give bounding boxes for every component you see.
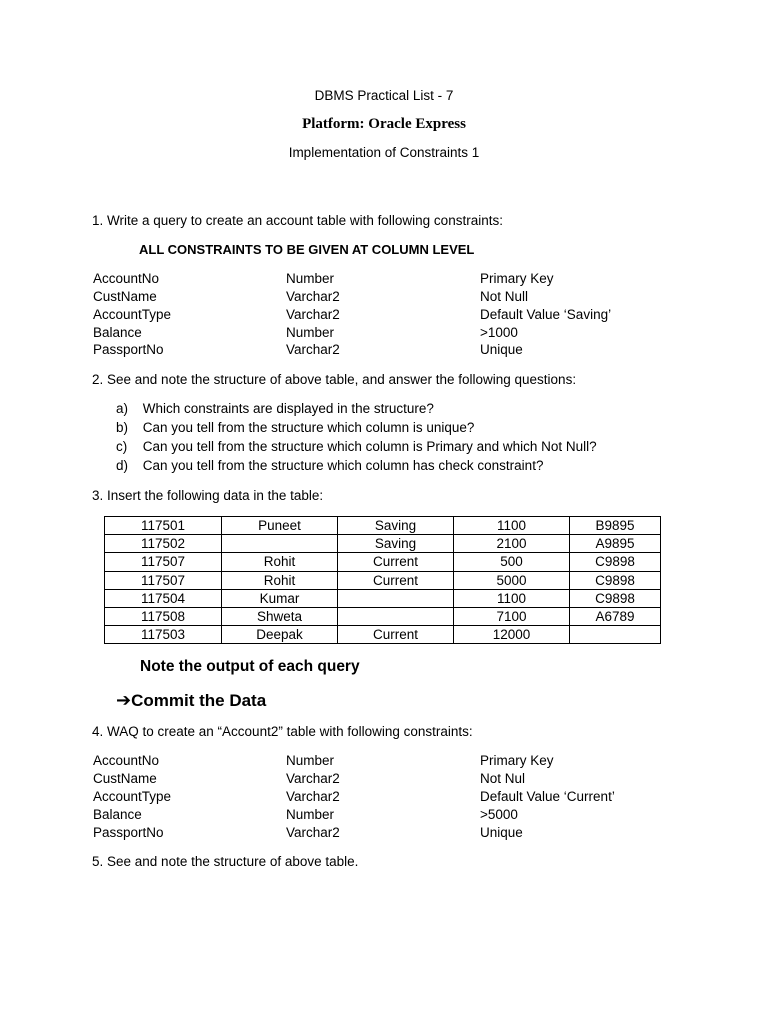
q4-field-name: AccountType: [93, 789, 172, 804]
q2-item-label: d): [116, 458, 129, 473]
table-row: [105, 553, 661, 571]
q1-field-constraint: Not Null: [480, 289, 529, 304]
table-cell: 117507: [105, 553, 222, 571]
table-cell: 7100: [454, 607, 570, 625]
question-5-text: 5. See and note the structure of above table.: [92, 854, 359, 869]
q2-item-label: b): [116, 420, 129, 435]
table-row: [105, 607, 661, 625]
q4-field-constraint: Primary Key: [480, 753, 554, 768]
table-cell: 117504: [105, 589, 222, 607]
table-cell: C9898: [570, 589, 661, 607]
commit-line: [116, 690, 266, 711]
question-2-text: 2. See and note the structure of above table, and answer the following questions:: [92, 372, 577, 387]
table-cell: [570, 626, 661, 644]
table-cell: A6789: [570, 607, 661, 625]
q2-item: [116, 458, 543, 473]
q1-field-type: Varchar2: [286, 307, 340, 322]
q1-field-constraint: >1000: [480, 325, 518, 340]
q1-field-type: Varchar2: [286, 342, 340, 357]
q4-field-name: Balance: [93, 807, 142, 822]
table-cell: 500: [454, 553, 570, 571]
q4-field-name: CustName: [93, 771, 157, 786]
table-row: [105, 589, 661, 607]
q1-field-constraint: Primary Key: [480, 271, 554, 286]
q1-field-name: Balance: [93, 325, 142, 340]
table-cell: 2100: [454, 535, 570, 553]
q4-field-name: AccountNo: [93, 753, 160, 768]
question-4-text: 4. WAQ to create an “Account2” table with following constraints:: [92, 724, 473, 739]
q1-field-name: AccountType: [93, 307, 172, 322]
table-cell: 117501: [105, 517, 222, 535]
table-cell: Kumar: [222, 589, 338, 607]
table-cell: C9898: [570, 553, 661, 571]
q1-field-name: PassportNo: [93, 342, 164, 357]
q4-field-constraint: Not Nul: [480, 771, 526, 786]
q2-item-label: c): [116, 439, 128, 454]
table-cell: 1100: [454, 589, 570, 607]
q1-field-constraint: Unique: [480, 342, 523, 357]
column-level-note: ALL CONSTRAINTS TO BE GIVEN AT COLUMN LEVEL: [139, 242, 475, 257]
table-cell: B9895: [570, 517, 661, 535]
q2-item-text: Can you tell from the structure which column is unique?: [142, 420, 475, 435]
table-cell: Current: [338, 571, 454, 589]
table-cell: Current: [338, 626, 454, 644]
table-cell: 117508: [105, 607, 222, 625]
platform-line: Platform: Oracle Express: [302, 116, 466, 132]
table-cell: Rohit: [222, 571, 338, 589]
table-row: [105, 517, 661, 535]
q1-field-type: Number: [286, 325, 335, 340]
table-cell: 5000: [454, 571, 570, 589]
table-cell: [338, 589, 454, 607]
q4-field-name: PassportNo: [93, 825, 164, 840]
q4-field-type: Varchar2: [286, 825, 340, 840]
table-cell: Rohit: [222, 553, 338, 571]
q4-field-type: Number: [286, 807, 335, 822]
q1-field-type: Varchar2: [286, 289, 340, 304]
q4-field-type: Varchar2: [286, 771, 340, 786]
table-cell: 1100: [454, 517, 570, 535]
q4-field-type: Number: [286, 753, 335, 768]
question-3-text: 3. Insert the following data in the table:: [92, 488, 324, 503]
q4-field-constraint: >5000: [480, 807, 518, 822]
q4-field-constraint: Default Value ‘Current’: [480, 789, 615, 804]
q2-item-text: Can you tell from the structure which column has check constraint?: [142, 458, 544, 473]
table-cell: Saving: [338, 517, 454, 535]
question-1-text: 1. Write a query to create an account table with following constraints:: [92, 213, 503, 228]
table-cell: [338, 607, 454, 625]
q4-field-type: Varchar2: [286, 789, 340, 804]
q2-item-text: Which constraints are displayed in the structure?: [142, 401, 434, 416]
q4-field-constraint: Unique: [480, 825, 523, 840]
q2-item-text: Can you tell from the structure which column is Primary and which Not Null?: [142, 439, 597, 454]
table-cell: 117503: [105, 626, 222, 644]
table-cell: [222, 535, 338, 553]
q1-field-name: AccountNo: [93, 271, 160, 286]
table-row: [105, 626, 661, 644]
table-cell: 12000: [454, 626, 570, 644]
table-cell: Deepak: [222, 626, 338, 644]
table-row: [105, 571, 661, 589]
q1-field-name: CustName: [93, 289, 157, 304]
table-row: [105, 535, 661, 553]
document-title: DBMS Practical List - 7: [314, 88, 454, 103]
table-cell: A9895: [570, 535, 661, 553]
output-note: Note the output of each query: [140, 658, 360, 675]
table-cell: Puneet: [222, 517, 338, 535]
q1-field-constraint: Default Value ‘Saving’: [480, 307, 612, 322]
q2-item-label: a): [116, 401, 129, 416]
topic-line: Implementation of Constraints 1: [288, 145, 480, 160]
arrow-right-icon: ➔: [116, 690, 132, 710]
table-cell: 117507: [105, 571, 222, 589]
table-cell: Current: [338, 553, 454, 571]
q1-field-type: Number: [286, 271, 335, 286]
q2-item: [116, 439, 597, 454]
commit-text: Commit the Data: [131, 691, 267, 710]
insert-data-table: [104, 516, 661, 644]
q2-item: [116, 401, 434, 416]
table-cell: 117502: [105, 535, 222, 553]
table-cell: C9898: [570, 571, 661, 589]
table-cell: Shweta: [222, 607, 338, 625]
table-cell: Saving: [338, 535, 454, 553]
q2-item: [116, 420, 474, 435]
